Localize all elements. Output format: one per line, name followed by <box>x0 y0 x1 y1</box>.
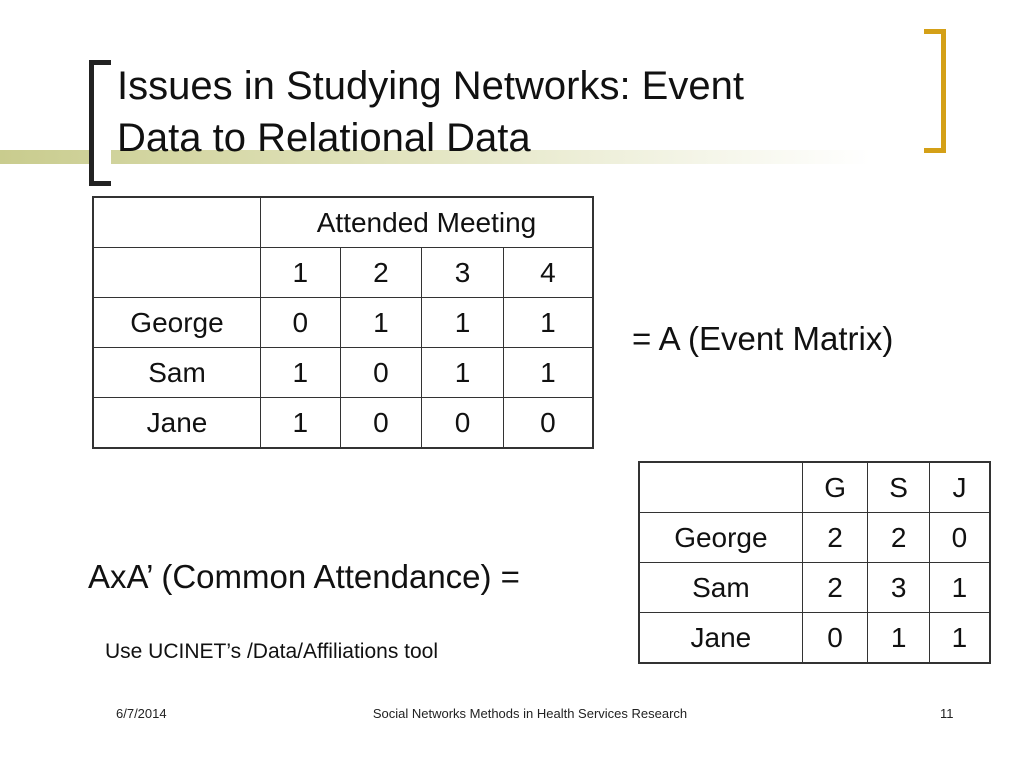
column-header-cell: J <box>929 462 990 513</box>
column-header-cell: G <box>802 462 868 513</box>
data-cell: 0 <box>340 348 422 398</box>
event-matrix-label: = A (Event Matrix) <box>632 320 894 357</box>
table-row <box>93 398 593 449</box>
footer-title: Social Networks Methods in Health Services Research <box>372 706 688 721</box>
ucinet-note: Use UCINET’s /Data/Affiliations tool <box>105 640 439 663</box>
data-cell: 1 <box>422 298 504 348</box>
column-header-cell: 1 <box>261 248 341 298</box>
data-cell: 0 <box>340 398 422 449</box>
data-cell: 1 <box>868 613 930 664</box>
data-cell: 1 <box>929 613 990 664</box>
data-cell: 3 <box>868 563 930 613</box>
right-bracket-decoration <box>924 29 946 153</box>
title-line-2: Data to Relational Data <box>117 116 531 160</box>
table-row <box>639 513 990 563</box>
table-row <box>93 197 593 248</box>
row-header-cell: Sam <box>93 348 261 398</box>
row-header-cell: Jane <box>639 613 802 664</box>
row-header-cell: Jane <box>93 398 261 449</box>
table-row <box>639 563 990 613</box>
data-cell: 1 <box>503 298 593 348</box>
table-row <box>93 348 593 398</box>
page-number: 11 <box>940 706 954 721</box>
row-header-cell: George <box>639 513 802 563</box>
title-line-1: Issues in Studying Networks: Event <box>117 64 744 108</box>
left-bracket-decoration <box>89 60 111 186</box>
table-row <box>639 613 990 664</box>
empty-cell <box>93 248 261 298</box>
data-cell: 2 <box>802 513 868 563</box>
event-matrix-table <box>92 196 594 449</box>
row-header-cell: Sam <box>639 563 802 613</box>
column-header-cell: 3 <box>422 248 504 298</box>
table-row <box>93 248 593 298</box>
data-cell: 2 <box>868 513 930 563</box>
empty-cell <box>639 462 802 513</box>
data-cell: 0 <box>261 298 341 348</box>
table-row <box>93 298 593 348</box>
footer-date: 6/7/2014 <box>116 706 167 721</box>
column-header-cell: 4 <box>503 248 593 298</box>
common-attendance-label: AxA’ (Common Attendance) = <box>88 558 520 595</box>
data-cell: 1 <box>503 348 593 398</box>
data-cell: 0 <box>929 513 990 563</box>
data-cell: 1 <box>929 563 990 613</box>
data-cell: 0 <box>802 613 868 664</box>
column-header-cell: 2 <box>340 248 422 298</box>
data-cell: 1 <box>261 398 341 449</box>
data-cell: 2 <box>802 563 868 613</box>
data-cell: 1 <box>261 348 341 398</box>
column-header-cell: S <box>868 462 930 513</box>
data-cell: 0 <box>503 398 593 449</box>
empty-cell <box>93 197 261 248</box>
data-cell: 1 <box>340 298 422 348</box>
slide-title <box>117 60 877 164</box>
group-header-cell: Attended Meeting <box>261 197 594 248</box>
common-attendance-table <box>638 461 991 664</box>
data-cell: 1 <box>422 348 504 398</box>
table-row <box>639 462 990 513</box>
data-cell: 0 <box>422 398 504 449</box>
row-header-cell: George <box>93 298 261 348</box>
